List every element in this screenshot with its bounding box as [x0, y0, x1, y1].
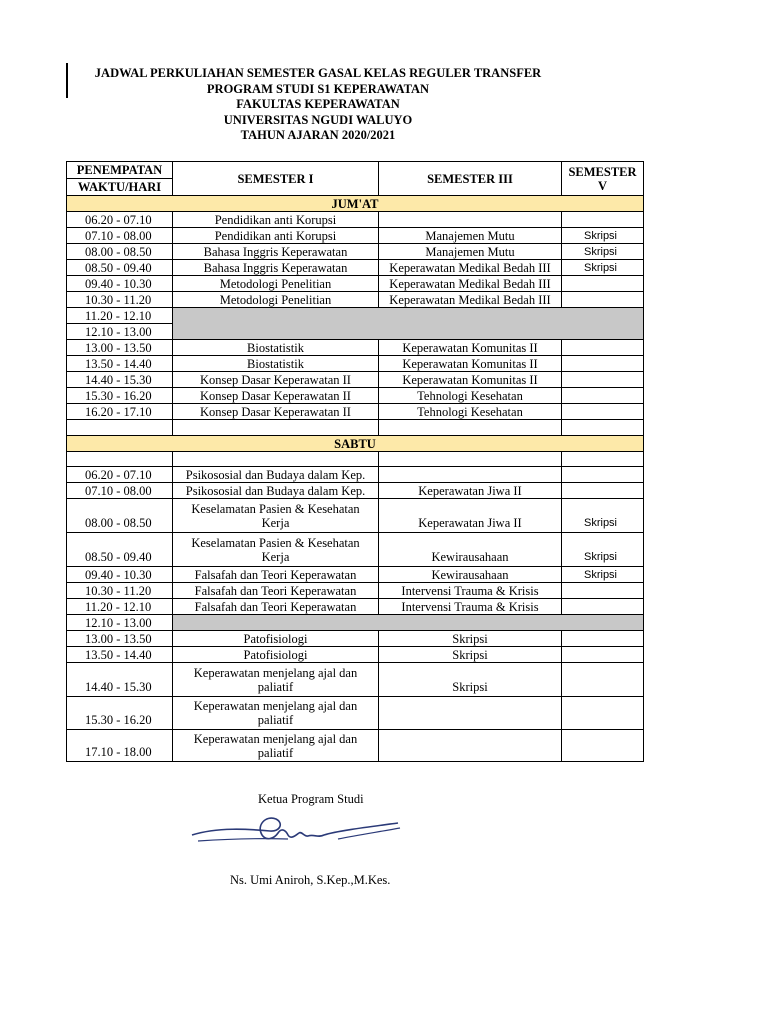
header-line-1: JADWAL PERKULIAHAN SEMESTER GASAL KELAS REGULER TRANSFER — [94, 66, 542, 80]
table-row — [67, 467, 644, 483]
semester-5-cell: Skripsi — [562, 260, 644, 276]
col-header-semester-5 — [562, 162, 644, 196]
semester-3-cell: Intervensi Trauma & Krisis — [379, 599, 562, 615]
schedule-table — [66, 161, 644, 762]
semester-5-cell — [562, 663, 644, 697]
semester-3-cell — [379, 212, 562, 228]
day-header-sabtu: SABTU — [67, 436, 644, 452]
semester-3-cell: Keperawatan Jiwa II — [379, 499, 562, 533]
time-cell: 08.00 - 08.50 — [67, 499, 173, 533]
time-cell: 08.50 - 09.40 — [67, 533, 173, 567]
table-row — [67, 244, 644, 260]
time-cell: 06.20 - 07.10 — [67, 212, 173, 228]
time-cell: 10.30 - 11.20 — [67, 583, 173, 599]
empty-cell — [173, 452, 379, 467]
time-cell: 06.20 - 07.10 — [67, 467, 173, 483]
time-cell: 15.30 - 16.20 — [67, 388, 173, 404]
table-row — [67, 212, 644, 228]
semester-5-cell — [562, 467, 644, 483]
semester-1-cell: Pendidikan anti Korupsi — [173, 212, 379, 228]
table-row — [67, 615, 644, 631]
table-row — [67, 292, 644, 308]
table-row — [67, 356, 644, 372]
semester-3-cell: Manajemen Mutu — [379, 228, 562, 244]
semester-1-cell: Patofisiologi — [173, 647, 379, 663]
semester-5-cell — [562, 388, 644, 404]
semester-5-cell: Skripsi — [562, 533, 644, 567]
semester-3-cell: Skripsi — [379, 663, 562, 697]
table-row — [67, 647, 644, 663]
empty-cell — [562, 452, 644, 467]
semester-3-cell: Skripsi — [379, 631, 562, 647]
semester-5-cell — [562, 647, 644, 663]
table-row — [67, 228, 644, 244]
semester-1-cell — [173, 533, 379, 567]
header-line-5: TAHUN AJARAN 2020/2021 — [240, 128, 396, 142]
semester-1-cell: Pendidikan anti Korupsi — [173, 228, 379, 244]
signature-title: Ketua Program Studi — [258, 792, 364, 806]
semester-3-cell: Kewirausahaan — [379, 567, 562, 583]
semester-3-cell — [379, 730, 562, 762]
semester-5-cell — [562, 340, 644, 356]
semester-1-line-1: Keperawatan menjelang ajal dan — [193, 731, 358, 746]
time-cell: 13.00 - 13.50 — [67, 340, 173, 356]
table-row — [67, 663, 644, 697]
semester-1-line-2: paliatif — [257, 745, 294, 760]
time-cell: 13.50 - 14.40 — [67, 356, 173, 372]
signature-image — [188, 805, 408, 865]
semester-1-line-1: Keselamatan Pasien & Kesehatan — [191, 501, 360, 516]
time-cell: 14.40 - 15.30 — [67, 372, 173, 388]
col-header-semester-1: SEMESTER I — [173, 162, 379, 196]
semester-1-cell: Falsafah dan Teori Keperawatan — [173, 599, 379, 615]
empty-cell — [67, 452, 173, 467]
time-cell: 09.40 - 10.30 — [67, 276, 173, 292]
semester-3-cell: Keperawatan Komunitas II — [379, 372, 562, 388]
semester-5-cell — [562, 372, 644, 388]
document-header — [68, 66, 568, 144]
semester-1-line-2: Kerja — [261, 515, 290, 530]
semester-1-cell: Metodologi Penelitian — [173, 292, 379, 308]
time-cell: 15.30 - 16.20 — [67, 697, 173, 730]
empty-cell — [173, 420, 379, 436]
col-header-semester-5-line-2: V — [597, 178, 608, 193]
empty-cell — [562, 420, 644, 436]
semester-5-cell — [562, 292, 644, 308]
semester-3-cell: Tehnologi Kesehatan — [379, 404, 562, 420]
semester-1-line-2: paliatif — [257, 713, 294, 727]
col-header-placement: PENEMPATAN — [67, 162, 173, 179]
time-cell: 08.00 - 08.50 — [67, 244, 173, 260]
semester-1-cell: Bahasa Inggris Keperawatan — [173, 244, 379, 260]
time-cell: 09.40 - 10.30 — [67, 567, 173, 583]
empty-cell — [379, 420, 562, 436]
semester-5-cell — [562, 583, 644, 599]
table-row — [67, 730, 644, 762]
semester-5-cell — [562, 276, 644, 292]
semester-1-cell: Biostatistik — [173, 340, 379, 356]
empty-row — [67, 452, 644, 467]
table-row — [67, 583, 644, 599]
header-line-2: PROGRAM STUDI S1 KEPERAWATAN — [206, 81, 430, 96]
semester-5-cell — [562, 631, 644, 647]
header-line-4: UNIVERSITAS NGUDI WALUYO — [223, 112, 413, 127]
col-header-time-day: WAKTU/HARI — [67, 179, 173, 196]
table-row — [67, 483, 644, 499]
semester-1-cell: Bahasa Inggris Keperawatan — [173, 260, 379, 276]
semester-3-cell: Keperawatan Jiwa II — [379, 483, 562, 499]
time-cell: 12.10 - 13.00 — [67, 615, 173, 631]
col-header-semester-3: SEMESTER III — [379, 162, 562, 196]
empty-row — [67, 420, 644, 436]
table-row — [67, 388, 644, 404]
semester-1-line-2: paliatif — [257, 679, 294, 694]
semester-5-cell — [562, 212, 644, 228]
semester-3-cell — [379, 697, 562, 730]
time-cell: 10.30 - 11.20 — [67, 292, 173, 308]
semester-3-cell — [379, 467, 562, 483]
time-cell: 13.00 - 13.50 — [67, 631, 173, 647]
time-cell: 11.20 - 12.10 — [67, 599, 173, 615]
table-row — [67, 567, 644, 583]
semester-3-cell: Keperawatan Medikal Bedah III — [379, 292, 562, 308]
table-row — [67, 308, 644, 324]
time-cell: 07.10 - 08.00 — [67, 483, 173, 499]
signatory-name: Ns. Umi Aniroh, S.Kep.,M.Kes. — [230, 873, 391, 887]
time-cell: 12.10 - 13.00 — [67, 324, 173, 340]
table-row — [67, 697, 644, 730]
semester-1-cell — [173, 663, 379, 697]
table-row — [67, 499, 644, 533]
table-row — [67, 533, 644, 567]
table-row — [67, 404, 644, 420]
table-row — [67, 599, 644, 615]
semester-5-cell: Skripsi — [562, 567, 644, 583]
break-cell — [173, 615, 644, 631]
col-header-semester-5-line-1: SEMESTER — [568, 164, 637, 179]
semester-5-cell: Skripsi — [562, 228, 644, 244]
semester-1-line-1: Keperawatan menjelang ajal dan — [193, 665, 358, 680]
semester-5-cell — [562, 599, 644, 615]
empty-cell — [67, 420, 173, 436]
semester-5-cell: Skripsi — [562, 499, 644, 533]
semester-1-cell: Biostatistik — [173, 356, 379, 372]
semester-3-cell: Skripsi — [379, 647, 562, 663]
time-cell: 17.10 - 18.00 — [67, 730, 173, 762]
semester-1-cell: Metodologi Penelitian — [173, 276, 379, 292]
empty-cell — [379, 452, 562, 467]
semester-3-cell: Keperawatan Medikal Bedah III — [379, 276, 562, 292]
semester-1-cell — [173, 697, 379, 730]
semester-1-cell: Patofisiologi — [173, 631, 379, 647]
semester-3-cell: Keperawatan Komunitas II — [379, 340, 562, 356]
semester-1-cell: Falsafah dan Teori Keperawatan — [173, 567, 379, 583]
semester-3-cell: Manajemen Mutu — [379, 244, 562, 260]
semester-3-cell: Kewirausahaan — [379, 533, 562, 567]
semester-5-cell — [562, 697, 644, 730]
semester-3-cell: Tehnologi Kesehatan — [379, 388, 562, 404]
semester-1-cell — [173, 499, 379, 533]
header-line-3: FAKULTAS KEPERAWATAN — [236, 97, 400, 111]
semester-1-cell — [173, 730, 379, 762]
semester-1-line-1: Keselamatan Pasien & Kesehatan — [191, 535, 360, 550]
time-cell: 16.20 - 17.10 — [67, 404, 173, 420]
semester-5-cell — [562, 404, 644, 420]
table-row — [67, 276, 644, 292]
semester-5-cell — [562, 356, 644, 372]
table-row — [67, 631, 644, 647]
semester-1-cell: Psikososial dan Budaya dalam Kep. — [173, 483, 379, 499]
semester-1-cell: Psikososial dan Budaya dalam Kep. — [173, 467, 379, 483]
time-cell: 08.50 - 09.40 — [67, 260, 173, 276]
time-cell: 13.50 - 14.40 — [67, 647, 173, 663]
table-row — [67, 340, 644, 356]
break-cell — [173, 308, 644, 340]
time-cell: 11.20 - 12.10 — [67, 308, 173, 324]
semester-3-cell: Intervensi Trauma & Krisis — [379, 583, 562, 599]
table-row — [67, 260, 644, 276]
semester-3-cell: Keperawatan Komunitas II — [379, 356, 562, 372]
semester-5-cell — [562, 730, 644, 762]
semester-5-cell — [562, 483, 644, 499]
semester-1-line-2: Kerja — [261, 549, 290, 564]
semester-1-cell: Konsep Dasar Keperawatan II — [173, 388, 379, 404]
semester-1-cell: Konsep Dasar Keperawatan II — [173, 404, 379, 420]
semester-3-cell: Keperawatan Medikal Bedah III — [379, 260, 562, 276]
semester-1-cell: Konsep Dasar Keperawatan II — [173, 372, 379, 388]
semester-5-cell: Skripsi — [562, 244, 644, 260]
table-row — [67, 372, 644, 388]
day-header-jumat: JUM'AT — [67, 196, 644, 212]
time-cell: 07.10 - 08.00 — [67, 228, 173, 244]
time-cell: 14.40 - 15.30 — [67, 663, 173, 697]
semester-1-line-1: Keperawatan menjelang ajal dan — [193, 699, 358, 713]
semester-1-cell: Falsafah dan Teori Keperawatan — [173, 583, 379, 599]
